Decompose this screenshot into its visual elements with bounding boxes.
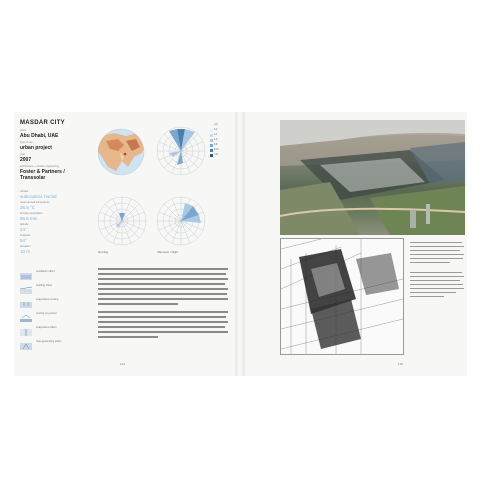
wind-scale-step: >10 [214,154,218,156]
temperature-label: mean annual temperature [20,201,50,204]
detail-value-year: 2007 [20,157,32,163]
wind-rose-label-afternoon: Afternoon / Night [157,250,178,254]
page-number-right: 115 [398,362,403,366]
legend-label-ground-cooling: cooling on ground [36,312,57,315]
detail-value-architecture: Foster & Partners / Transsolar [20,169,65,181]
globe-map-icon [96,127,146,177]
legend-label-evaporative-cooling: evaporative cooling [36,298,59,301]
wind-scale-step: 6-8 [214,144,218,146]
detail-value-type: urban project [20,145,52,151]
latitude-label: latitude [20,223,29,226]
longitude-value: 54° [20,238,27,243]
climate-value: subtropical, humid [20,194,57,199]
legend-label-ventilation: ventilation effect [36,270,55,273]
wind-scale-unit: m/s [214,124,218,126]
climate-label: climate [20,190,29,193]
detail-value-place: Abu Dhabi, UAE [20,133,59,139]
wind-rose-afternoon [155,195,207,247]
precipitation-value: 96.6 mm [20,216,38,221]
wind-scale-step: 0-2 [214,129,218,131]
wind-rose-label-morning: Morning [98,250,109,254]
elevation-value: 10 m [20,249,31,254]
legend-label-evaporative-effect: evaporative effect [36,326,57,329]
detail-label-place: place [20,129,27,132]
legend-label-heat: heat-generating effect [36,340,62,343]
latitude-value: 24° [20,227,27,232]
book-spine [235,112,245,376]
detail-label-type: type of use [20,141,33,144]
page-title: MASDAR CITY [20,120,65,126]
wind-scale-step: 2-4 [214,134,218,136]
wind-rose-morning [96,195,148,247]
detail-label-year: year [20,153,26,156]
legend-label-shading: shading effect [36,284,53,287]
longitude-label: longitude [20,234,31,237]
page-number-left: 114 [120,362,125,366]
temperature-value: 26.8 °C [20,205,36,210]
precipitation-label: annual precipitation [20,212,43,215]
aerial-photo [280,120,465,235]
wind-rose-top [155,125,207,177]
wind-scale-step: 4-6 [214,139,218,141]
detail-label-architecture: architecture + climate engineering [20,165,59,168]
wind-scale-step: 8-10 [214,149,219,151]
site-plan-drawing [280,238,404,355]
elevation-label: elevation [20,245,31,248]
